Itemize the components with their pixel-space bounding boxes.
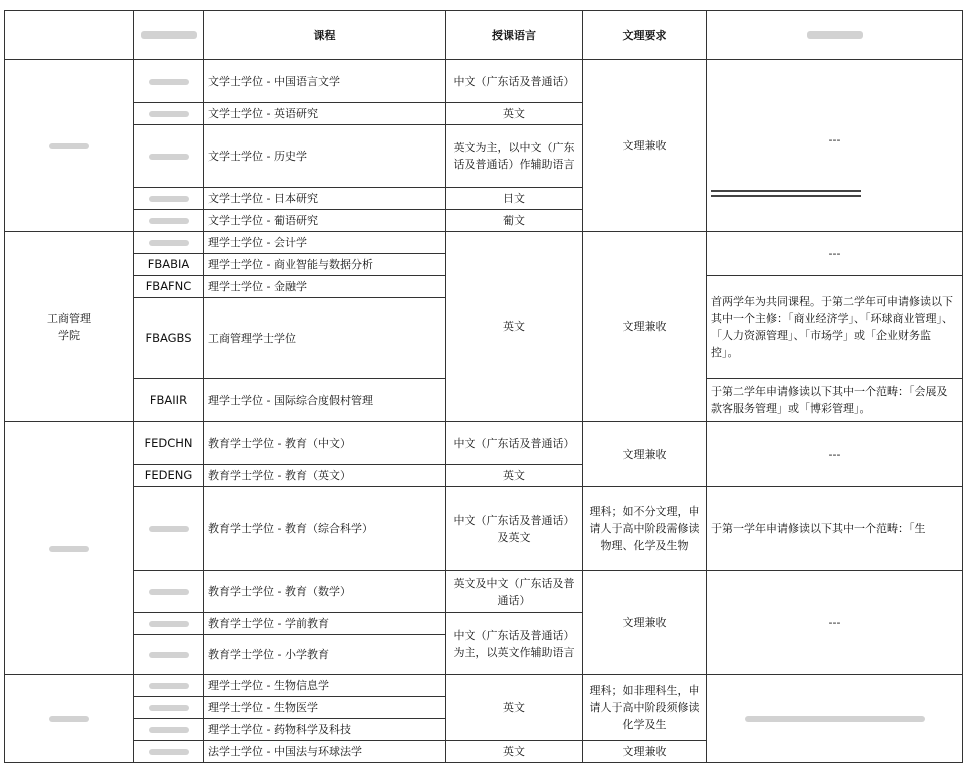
remarks-text: 于第二学年申请修读以下其中一个范畴：「会展及款客服务管理」或「博彩管理」。 [707, 379, 963, 422]
remarks-text: 于第一学年申请修读以下其中一个范畴：「生 [707, 487, 963, 571]
table-row [5, 60, 963, 103]
teaching-language: 中文（广东话及普通话） [446, 60, 583, 103]
remarks-dash: --- [828, 132, 841, 146]
course-name: 文学士学位 - 葡语研究 [204, 210, 446, 232]
code-cell [134, 697, 204, 719]
course-name: 理学士学位 - 会计学 [204, 232, 446, 254]
course-name: 教育学士学位 - 教育（英文） [204, 465, 446, 487]
table-row [5, 422, 963, 465]
redacted-text [149, 111, 189, 117]
header-course: 课程 [204, 11, 446, 60]
redacted-text [149, 589, 189, 595]
code-cell [134, 571, 204, 613]
table-row [5, 571, 963, 613]
programme-code: FEDCHN [134, 422, 204, 465]
teaching-language: 中文（广东话及普通话）为主，以英文作辅助语言 [446, 613, 583, 675]
redacted-text [149, 652, 189, 658]
redacted-text [745, 716, 925, 722]
course-name: 文学士学位 - 中国语言文学 [204, 60, 446, 103]
redacted-text [49, 716, 89, 722]
stream-requirement: 理科；如非理科生，申请人于高中阶段须修读化学及生 [583, 675, 707, 741]
redacted-text [149, 218, 189, 224]
stream-requirement: 文理兼收 [583, 60, 707, 232]
stream-requirement: 理科；如不分文理，申请人于高中阶段需修读物理、化学及生物 [583, 487, 707, 571]
code-cell [134, 60, 204, 103]
code-cell [134, 125, 204, 188]
course-name: 理学士学位 - 商业智能与数据分析 [204, 254, 446, 276]
redacted-text [149, 705, 189, 711]
course-name: 教育学士学位 - 小学教育 [204, 635, 446, 675]
teaching-language: 日文 [446, 188, 583, 210]
table-row [5, 232, 963, 254]
code-cell [134, 103, 204, 125]
course-name: 理学士学位 - 生物信息学 [204, 675, 446, 697]
redaction-line [711, 195, 861, 197]
code-cell [134, 635, 204, 675]
teaching-language: 英文 [446, 675, 583, 741]
redacted-text [149, 526, 189, 532]
code-cell [134, 210, 204, 232]
course-name: 教育学士学位 - 学前教育 [204, 613, 446, 635]
course-name: 文学士学位 - 历史学 [204, 125, 446, 188]
header-language: 授课语言 [446, 11, 583, 60]
header-code-cell [134, 11, 204, 60]
redacted-text [149, 749, 189, 755]
redacted-header [141, 31, 197, 39]
teaching-language: 英文 [446, 741, 583, 763]
programme-code: FBABIA [134, 254, 204, 276]
teaching-language: 英文 [446, 103, 583, 125]
remarks-dash: --- [707, 232, 963, 276]
code-cell [134, 675, 204, 697]
header-stream: 文理要求 [583, 11, 707, 60]
redacted-text [149, 154, 189, 160]
redacted-header [807, 31, 863, 39]
course-name: 理学士学位 - 金融学 [204, 276, 446, 298]
teaching-language: 英文 [446, 232, 583, 422]
teaching-language: 英文 [446, 465, 583, 487]
course-name: 法学士学位 - 中国法与环球法学 [204, 741, 446, 763]
course-name: 理学士学位 - 药物科学及科技 [204, 719, 446, 741]
course-name: 教育学士学位 - 教育（数学） [204, 571, 446, 613]
course-name: 理学士学位 - 生物医学 [204, 697, 446, 719]
header-faculty-cell [5, 11, 134, 60]
stream-requirement: 文理兼收 [583, 741, 707, 763]
stream-requirement: 文理兼收 [583, 232, 707, 422]
header-remarks-cell [707, 11, 963, 60]
stream-requirement: 文理兼收 [583, 422, 707, 487]
table-header-row [5, 11, 963, 60]
redacted-text [149, 79, 189, 85]
remarks-cell [707, 60, 963, 232]
course-name: 教育学士学位 - 教育（综合科学） [204, 487, 446, 571]
teaching-language: 英文为主，以中文（广东话及普通话）作辅助语言 [446, 125, 583, 188]
code-cell [134, 487, 204, 571]
redacted-text [149, 683, 189, 689]
redacted-text [149, 727, 189, 733]
remarks-dash: --- [707, 422, 963, 487]
code-cell [134, 613, 204, 635]
redacted-text [149, 240, 189, 246]
programme-code: FBAFNC [134, 276, 204, 298]
table-row [5, 487, 963, 571]
code-cell [134, 232, 204, 254]
faculty-cell-redacted [5, 60, 134, 232]
code-cell [134, 188, 204, 210]
faculty-name: 工商管理 学院 [5, 232, 134, 422]
teaching-language: 英文及中文（广东话及普通话） [446, 571, 583, 613]
teaching-language: 中文（广东话及普通话） [446, 422, 583, 465]
code-cell [134, 719, 204, 741]
stream-requirement: 文理兼收 [583, 571, 707, 675]
table-row [5, 675, 963, 697]
remarks-dash: --- [707, 571, 963, 675]
redacted-text [149, 621, 189, 627]
redacted-text [49, 143, 89, 149]
faculty-cell-redacted [5, 675, 134, 763]
course-name: 理学士学位 - 国际综合度假村管理 [204, 379, 446, 422]
course-name: 工商管理学士学位 [204, 298, 446, 379]
course-name: 文学士学位 - 英语研究 [204, 103, 446, 125]
remarks-text: 首两学年为共同课程。于第二学年可申请修读以下其中一个主修：「商业经济学」、「环球商业管理」、「人力资源管理」、「市场学」或「企业财务监控」。 [707, 276, 963, 379]
redacted-text [149, 196, 189, 202]
remarks-cell-redacted [707, 675, 963, 763]
course-name: 文学士学位 - 日本研究 [204, 188, 446, 210]
faculty-cell-redacted [5, 422, 134, 675]
teaching-language: 葡文 [446, 210, 583, 232]
programme-code: FEDENG [134, 465, 204, 487]
programme-code: FBAIIR [134, 379, 204, 422]
redaction-line [711, 190, 861, 192]
code-cell [134, 741, 204, 763]
teaching-language: 中文（广东话及普通话）及英文 [446, 487, 583, 571]
programme-code: FBAGBS [134, 298, 204, 379]
programme-table [4, 10, 963, 763]
redacted-text [49, 546, 89, 552]
course-name: 教育学士学位 - 教育（中文） [204, 422, 446, 465]
